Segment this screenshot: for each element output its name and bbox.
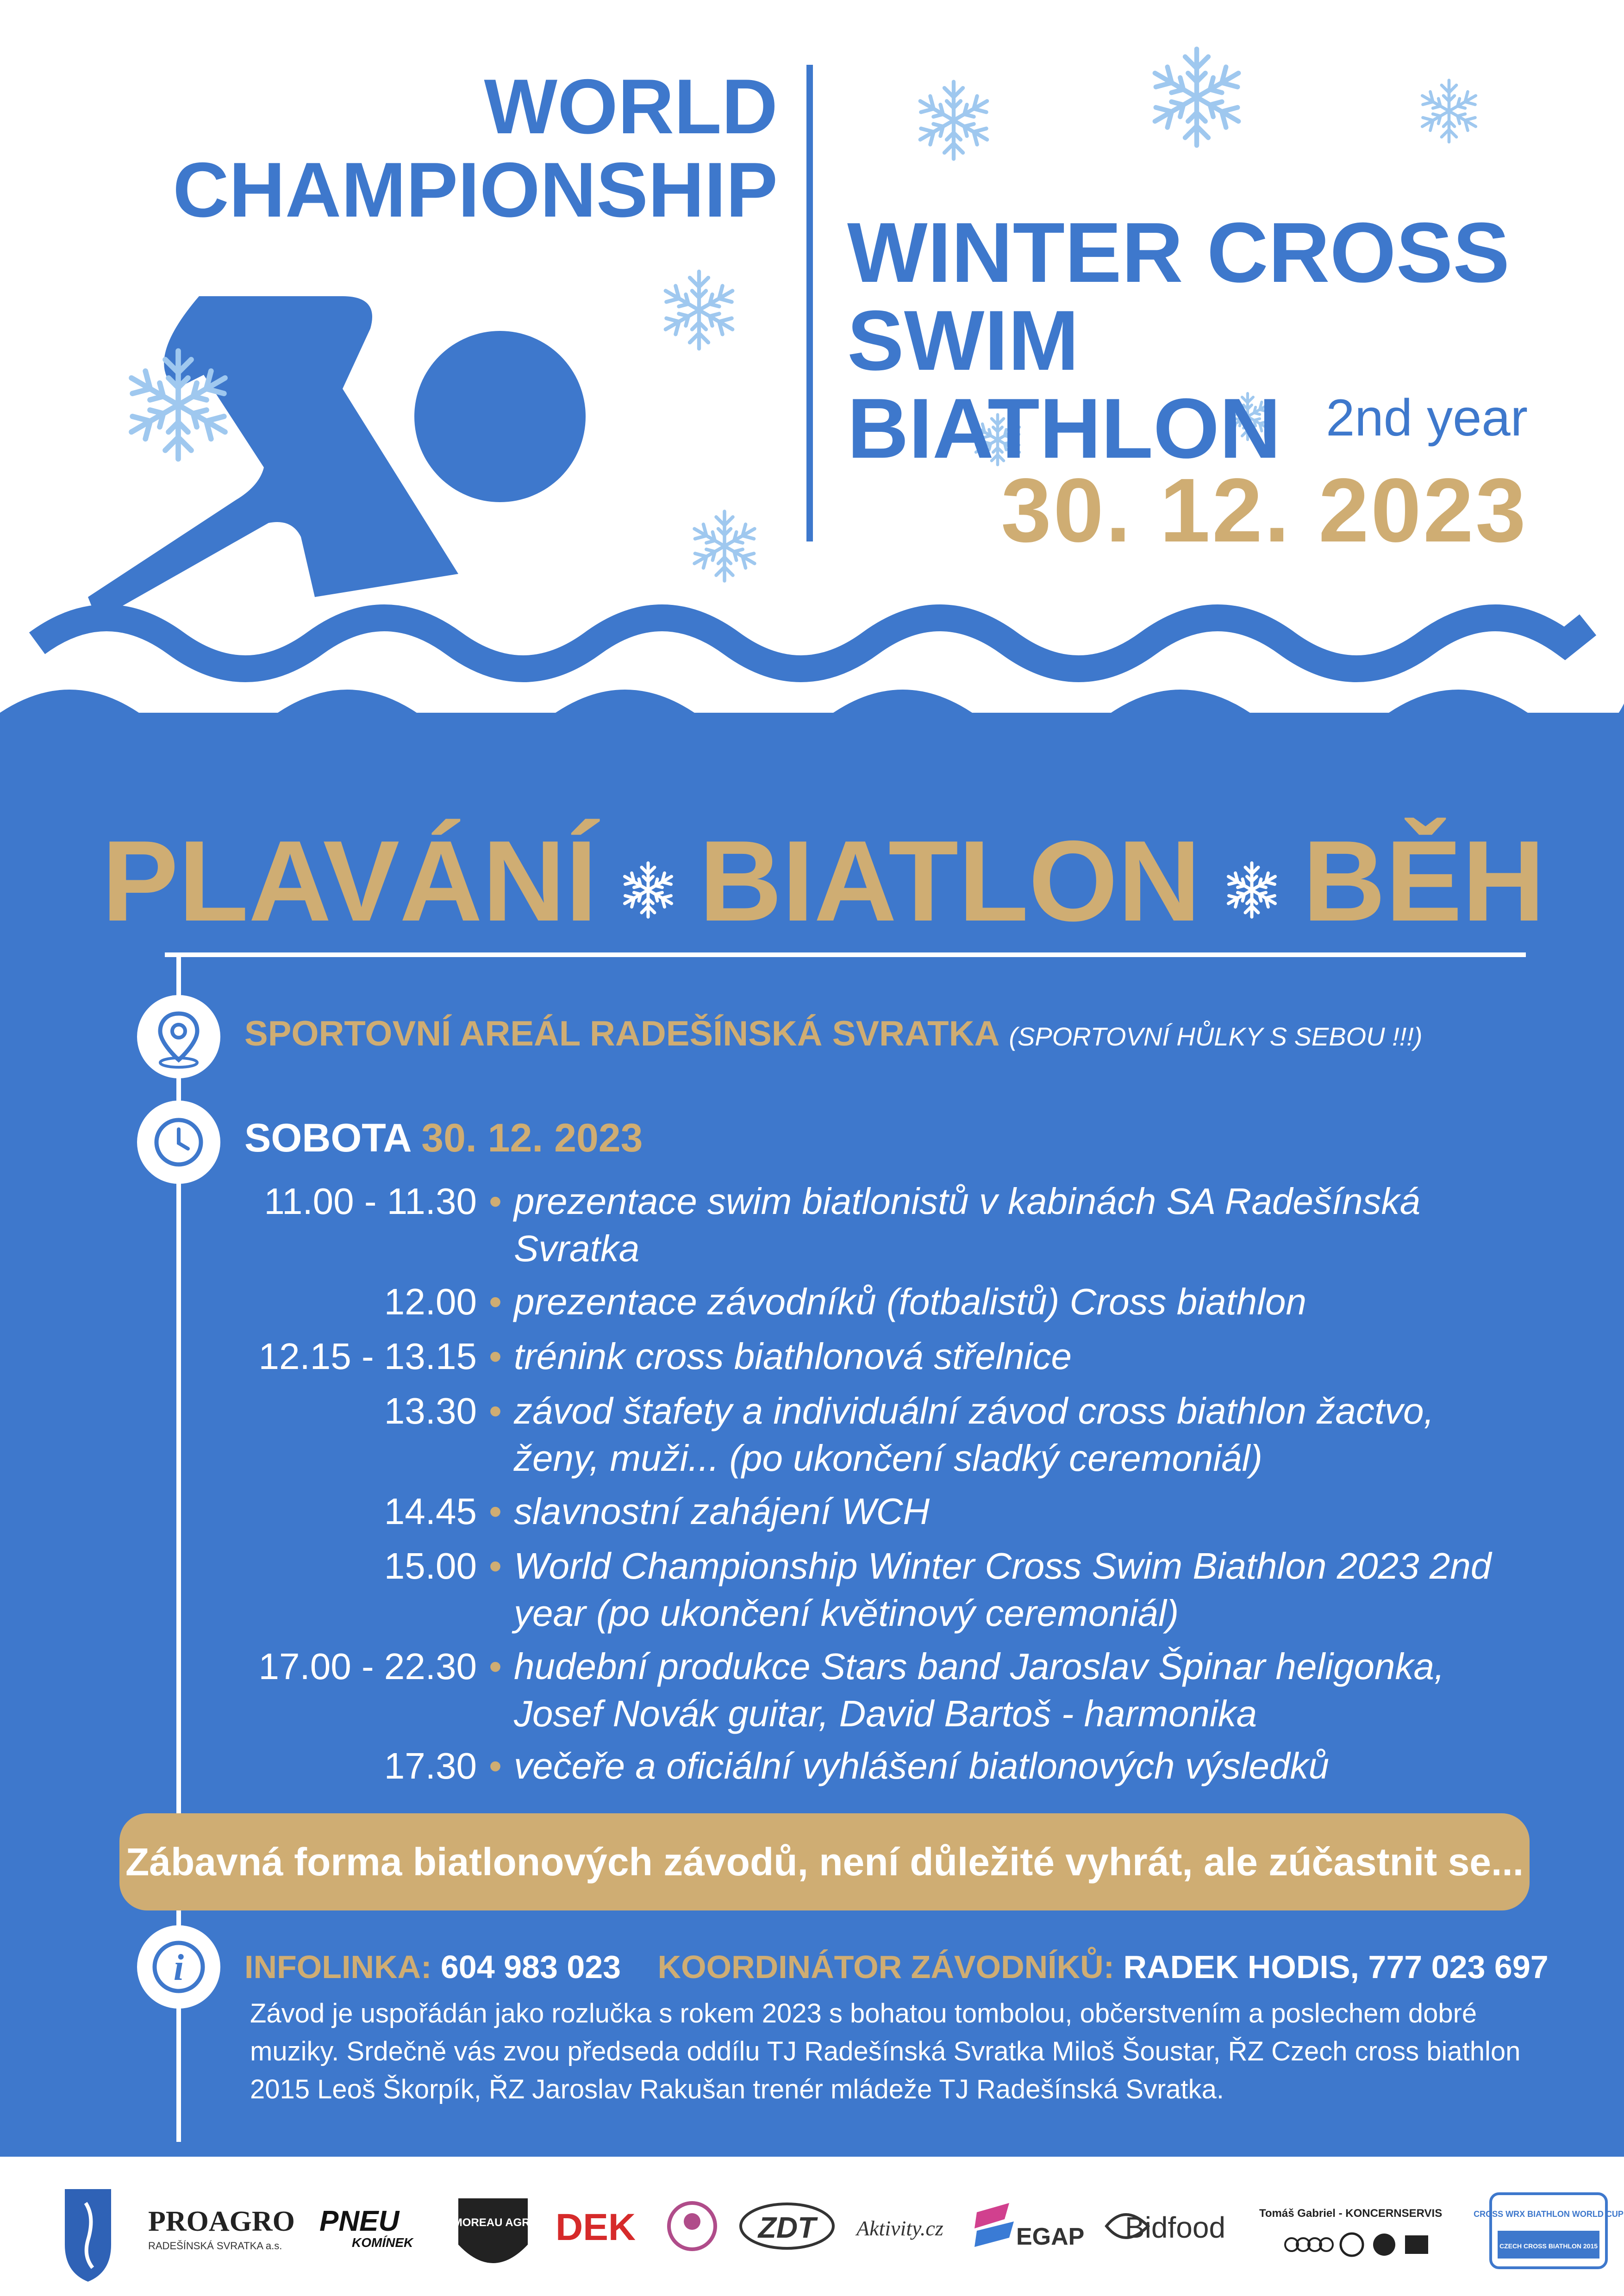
snowflake-icon — [1139, 39, 1255, 155]
svg-text:Bidfood — [1125, 2211, 1225, 2244]
schedule-text: prezentace závodníků (fotbalistů) Cross biathlon — [514, 1281, 1307, 1322]
dek-logo — [556, 2206, 636, 2248]
schedule-time: 17.00 - 22.30 — [258, 1646, 477, 1687]
aktivity-name: Aktivity.cz — [856, 2216, 943, 2240]
snowflake-icon — [1412, 74, 1486, 148]
schedule-row: 15.00 • World Championship Winter Cross Swim Biathlon 2023 2nd year (po ukončení květinový ceremoniál) — [208, 1543, 1551, 1637]
gabriel-name: Tomáš Gabriel - KONCERNSERVIS — [1259, 2207, 1443, 2220]
zdt-name: ZDT — [758, 2211, 816, 2244]
slogan-banner — [119, 1813, 1530, 1910]
discipline-swimming: PLAVÁNÍ — [102, 816, 598, 945]
clock-icon — [137, 1101, 220, 1184]
discipline-running: BĚH — [1302, 816, 1545, 945]
svg-text:EGAP — [1016, 2223, 1084, 2250]
world-cup-logo — [1474, 2194, 1624, 2268]
infoline-phone: 604 983 023 — [440, 1949, 621, 1985]
svg-text:RADEŠÍNSKÁ SVRATKA a.s. — [148, 2240, 282, 2252]
svg-text:MOREAU AGRI — [453, 2216, 533, 2229]
venue — [244, 1014, 1541, 1054]
schedule-time: 15.00 — [384, 1545, 477, 1587]
contacts — [244, 1948, 1549, 1985]
proagro-logo — [148, 2206, 295, 2252]
schedule-time: 17.30 — [384, 1745, 477, 1786]
snowflake-icon — [683, 504, 766, 588]
dek-name: DEK — [556, 2206, 636, 2248]
pneu-name: PNEU — [319, 2205, 400, 2237]
svg-text:ZDT — [757, 2211, 818, 2244]
municipality-crest-logo — [65, 2189, 111, 2282]
schedule-text: večeře a oficiální vyhlášení biatlonových výsledků — [514, 1745, 1329, 1786]
discipline-biathlon: BIATLON — [699, 816, 1201, 945]
event-title-line-2: SWIM BIATHLON — [847, 292, 1281, 476]
snowflake-icon — [907, 74, 1000, 167]
pneu-sub: KOMÍNEK — [352, 2235, 413, 2250]
schedule-time: 14.45 — [384, 1491, 477, 1532]
svg-text:KOMÍNEK — [352, 2235, 414, 2250]
schedule-row: 12.15 - 13.15 • trénink cross biathlonová střelnice — [208, 1333, 1551, 1380]
title-line-2: CHAMPIONSHIP — [173, 146, 778, 233]
schedule-text: závod štafety a individuální závod cross biathlon žactvo, ženy, muži... (po ukončení sladký ceremoniál) — [514, 1390, 1434, 1479]
edition-label: 2nd year — [1326, 389, 1528, 447]
svg-text:CZECH CROSS BIATHLON 2015 — [1499, 2242, 1598, 2250]
info-icon — [137, 1925, 220, 2009]
venue-note: (SPORTOVNÍ HŮLKY S SEBOU !!!) — [1009, 1022, 1423, 1051]
bidfood-logo — [1106, 2211, 1225, 2244]
proagro-name: PROAGRO — [148, 2206, 295, 2237]
svg-text:PROAGRO — [148, 2206, 295, 2237]
schedule-time: 12.00 — [384, 1281, 477, 1322]
wave-decoration — [0, 579, 1624, 731]
page-title — [111, 65, 778, 231]
slogan-text: Zábavná forma biatlonových závodů, není důležité vyhrát, ale zúčastnit se... — [125, 1840, 1524, 1884]
moreau-name: MOREAU AGRI — [453, 2216, 533, 2229]
worldcup-name: CROSS WRX BIATHLON WORLD CUP — [1474, 2209, 1624, 2219]
disciplines — [102, 815, 1545, 947]
moreau-agri-logo — [453, 2198, 533, 2263]
sponsor-logos — [0, 2175, 1624, 2296]
schedule-time: 12.15 - 13.15 — [258, 1336, 477, 1377]
svg-text:Aktivity.cz — [855, 2216, 943, 2240]
schedule-text: trénink cross biathlonová střelnice — [514, 1336, 1072, 1377]
infoline-label: INFOLINKA: — [244, 1949, 432, 1985]
schedule-text: prezentace swim biatlonistů v kabinách SA Radešínská Svratka — [514, 1181, 1421, 1269]
snowflake-icon — [616, 858, 681, 922]
svg-text:PNEU — [319, 2205, 400, 2237]
divider-line — [165, 952, 1526, 957]
bidfood-name: Bidfood — [1125, 2211, 1226, 2244]
pneu-kominek-logo — [319, 2205, 414, 2250]
proagro-sub: RADEŠÍNSKÁ SVRATKA a.s. — [148, 2240, 282, 2252]
zdt-logo — [741, 2204, 833, 2248]
egap-name: EGAP — [1016, 2223, 1085, 2250]
title-divider — [806, 65, 813, 541]
venue-name: SPORTOVNÍ AREÁL RADEŠÍNSKÁ SVRATKA — [244, 1014, 1000, 1053]
svg-text:Tomáš Gabriel - KONCERNSERVIS — [1259, 2207, 1442, 2220]
coordinator-value: RADEK HODIS, 777 023 697 — [1123, 1949, 1549, 1985]
notice-text: Závod je uspořádán jako rozlučka s rokem 2023 s bohatou tombolou, občerstvením a poslechem dobré muziky. Srdečně vás zvou předseda oddílu TJ Radešínská Svratka Miloš Šoustar, ŘZ Czech cross biathlon 2015 Leoš Škorpík, ŘZ Jaroslav Rakušan trenér mládeže TJ Radešínská Svratka. — [250, 1998, 1521, 2104]
schedule-text: hudební produkce Stars band Jaroslav Špinar heligonka, Josef Novák guitar, David Bartoš - harmonika — [514, 1646, 1445, 1734]
schedule-text: slavnostní zahájení WCH — [514, 1491, 930, 1532]
schedule-row: 13.30 • závod štafety a individuální závod cross biathlon žactvo, ženy, muži... (po ukončení sladký ceremoniál) — [208, 1388, 1551, 1482]
schedule-row: 14.45 • slavnostní zahájení WCH — [208, 1488, 1551, 1535]
schedule-text: World Championship Winter Cross Swim Biathlon 2023 2nd year (po ukončení květinový ceremoniál) — [514, 1545, 1492, 1634]
svg-text:CROSS WRX BIATHLON WORLD CUP — [1474, 2209, 1624, 2219]
koncernservis-logo — [1259, 2207, 1442, 2256]
svg-text:i: i — [173, 1948, 184, 1988]
schedule-time: 11.00 - 11.30 — [264, 1181, 477, 1222]
schedule-day — [244, 1115, 643, 1161]
location-pin-icon — [137, 995, 220, 1078]
schedule-row: 12.00 • prezentace závodníků (fotbalistů) Cross biathlon — [208, 1278, 1551, 1325]
day-label: SOBOTA — [244, 1116, 411, 1160]
snowflake-icon — [1219, 858, 1284, 922]
schedule-row: 17.30 • večeře a oficiální vyhlášení biatlonových výsledků — [208, 1742, 1551, 1790]
schedule-time: 13.30 — [384, 1390, 477, 1431]
title-line-1: WORLD — [484, 63, 778, 150]
worldcup-sub: CZECH CROSS BIATHLON 2015 — [1499, 2242, 1598, 2250]
snowflake-icon — [113, 340, 243, 470]
aktivity-logo — [855, 2216, 943, 2240]
coordinator-label: KOORDINÁTOR ZÁVODNÍKŮ: — [657, 1949, 1115, 1985]
club-crest-logo — [669, 2203, 715, 2249]
event-title-line-1: WINTER CROSS — [847, 205, 1510, 300]
snowflake-icon — [653, 264, 745, 356]
egap-logo — [974, 2203, 1084, 2250]
svg-text:DEK — [556, 2206, 636, 2248]
schedule-row: 17.00 - 22.30 • hudební produkce Stars band Jaroslav Špinar heligonka, Josef Novák guitar, David Bartoš - harmonika — [208, 1643, 1551, 1737]
day-date: 30. 12. 2023 — [421, 1116, 643, 1160]
schedule-row: 11.00 - 11.30 • prezentace swim biatlonistů v kabinách SA Radešínská Svratka — [208, 1178, 1551, 1272]
event-date: 30. 12. 2023 — [1001, 460, 1528, 561]
